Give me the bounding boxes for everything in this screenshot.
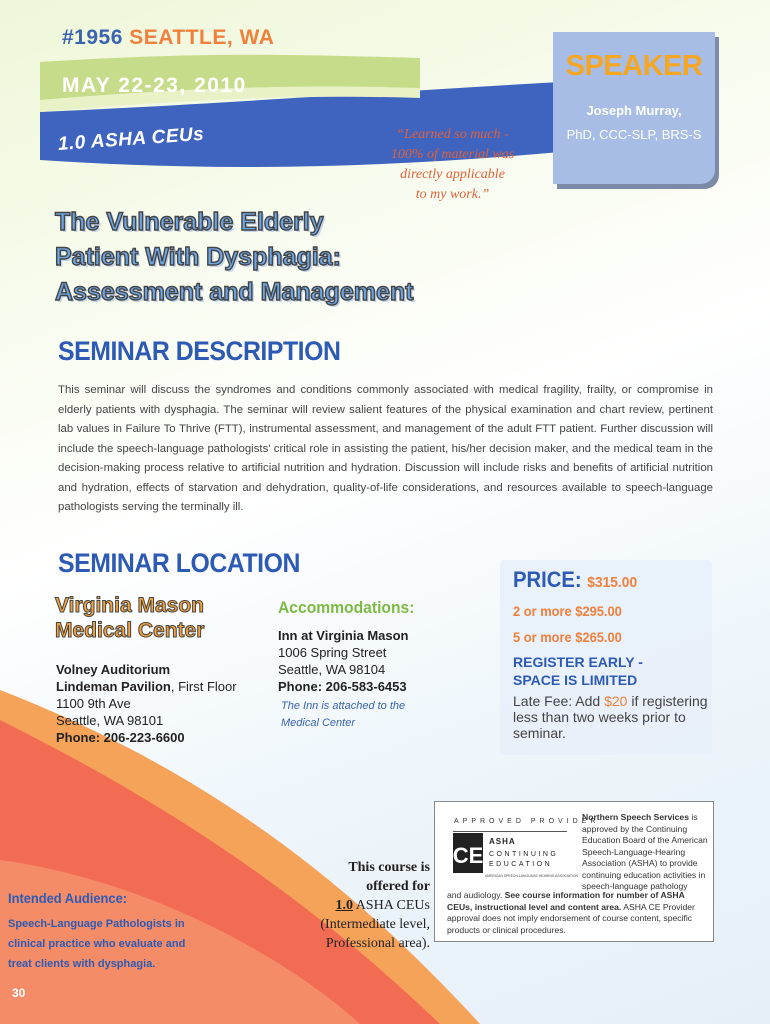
asha-logo-line2: EDUCATION bbox=[489, 861, 553, 868]
asha-bottom-text-2: ASHA CE Provider approval does not imply endorsement of course content, specific products or clinical procedures. bbox=[447, 901, 695, 935]
asha-logo-letters: CE bbox=[452, 843, 484, 868]
venue-pavilion: Lindeman Pavilion bbox=[56, 679, 171, 694]
audience-line: clinical practice who evaluate and bbox=[8, 938, 186, 950]
accommodations-address bbox=[278, 627, 409, 695]
quote-line: directly applicable bbox=[400, 167, 505, 182]
quote-line: “Learned so much - bbox=[396, 127, 509, 142]
seminar-date: MAY 22-23, 2010 bbox=[62, 74, 247, 97]
audience-line: treat clients with dysphagia. bbox=[8, 958, 156, 970]
price-heading bbox=[513, 567, 637, 593]
description-text: This seminar will discuss the syndromes and conditions commonly associated with medical fragility, frailty, or compromise in elderly patients with dysphagia. The seminar will review salient features of the physical examination and chart review, pertinent lab values in Failure To Thrive (FTT), instrumental assessment, and management of the adult FTT patient. Further discussion will include the speech-language pathologists’ critical role in assisting the patient, his/her decision maker, and the medical team in the decision-making process relative to artificial nutrition and hydration. Discussion will include risks and benefits of artificial nutrition and hydration, effects of starvation and dehydration, quality-of-life considerations, and resources available to speech-language pathologists serving the terminally ill. bbox=[58, 384, 713, 513]
asha-logo-footer: AMERICAN SPEECH-LANGUAGE-HEARING ASSOCIATION bbox=[485, 874, 579, 878]
course-line: Professional area). bbox=[325, 936, 430, 951]
asha-disclaimer bbox=[447, 890, 709, 936]
asha-provider-name: Northern Speech Services bbox=[582, 812, 689, 822]
title-line: Patient With Dysphagia: bbox=[55, 243, 341, 271]
quote-line: 100% of material was bbox=[390, 147, 515, 162]
audience-text bbox=[8, 914, 185, 974]
venue-line: Medical Center bbox=[55, 619, 205, 642]
course-line: offered for bbox=[366, 879, 430, 894]
course-ceu-line bbox=[310, 896, 430, 915]
title-line: Assessment and Management bbox=[55, 278, 414, 306]
seminar-city: SEATTLE, WA bbox=[129, 26, 275, 49]
late-fee-amount: $20 bbox=[604, 693, 628, 709]
hotel-city: Seattle, WA 98104 bbox=[278, 662, 386, 677]
hotel-phone: Phone: 206-583-6453 bbox=[278, 679, 407, 694]
asha-logo-line1: CONTINUING bbox=[489, 851, 559, 858]
note-line: Medical Center bbox=[281, 717, 355, 729]
audience-heading: Intended Audience: bbox=[8, 890, 128, 906]
asha-bottom-text-1: and audiology. bbox=[447, 890, 505, 900]
hotel-street: 1006 Spring Street bbox=[278, 645, 387, 660]
accommodations-heading: Accommodations: bbox=[278, 598, 415, 617]
register-early-notice bbox=[513, 653, 643, 689]
price-tier-2: 2 or more $295.00 bbox=[513, 603, 622, 619]
speaker-credentials: PhD, CCC-SLP, BRS-S bbox=[566, 127, 702, 142]
seminar-title bbox=[55, 205, 413, 310]
course-line: (Intermediate level, bbox=[320, 917, 430, 932]
seminar-number: #1956 bbox=[62, 26, 123, 49]
asha-side-text: is approved by the Continuing Education Board of the American Speech-Language-Hearing Association (ASHA) to provide continuing education activities in speech-language pathology bbox=[582, 812, 708, 891]
title-line: The Vulnerable Elderly bbox=[55, 208, 324, 236]
price-tier-5: 5 or more $265.00 bbox=[513, 629, 622, 645]
note-line: The Inn is attached to the bbox=[281, 700, 406, 712]
venue-auditorium: Volney Auditorium bbox=[56, 662, 171, 677]
price-label: PRICE: bbox=[513, 567, 582, 592]
asha-ce-logo bbox=[447, 817, 579, 885]
ceu-banner: 1.0 ASHA CEUs bbox=[57, 123, 205, 155]
speaker-name: Joseph Murray, bbox=[586, 103, 682, 118]
asha-logo-asha: ASHA bbox=[489, 837, 516, 846]
venue-name bbox=[55, 593, 204, 643]
register-line: REGISTER EARLY - bbox=[513, 654, 643, 670]
accommodations-note bbox=[281, 698, 405, 732]
venue-phone: Phone: 206-223-6600 bbox=[56, 730, 185, 745]
location-heading: SEMINAR LOCATION bbox=[58, 548, 300, 578]
venue-street: 1100 9th Ave bbox=[56, 696, 131, 711]
venue-pavilion-line bbox=[56, 678, 237, 695]
quote-line: to my work.” bbox=[415, 187, 490, 202]
price-amount: $315.00 bbox=[587, 574, 638, 591]
course-ceu-value: 1.0 bbox=[335, 898, 353, 913]
hotel-name: Inn at Virginia Mason bbox=[278, 628, 409, 643]
page-number: 30 bbox=[12, 986, 26, 1000]
register-line: SPACE IS LIMITED bbox=[513, 672, 638, 688]
testimonial-quote bbox=[365, 125, 540, 205]
asha-provider-text bbox=[582, 812, 708, 893]
course-offer bbox=[310, 858, 430, 953]
venue-floor: , First Floor bbox=[170, 679, 237, 694]
late-fee-notice bbox=[513, 693, 713, 741]
course-line: This course is bbox=[348, 860, 430, 875]
late-fee-suffix: if registering less than two weeks prior to seminar. bbox=[513, 693, 708, 741]
venue-line: Virginia Mason bbox=[55, 594, 204, 617]
seminar-id-heading bbox=[62, 26, 274, 50]
asha-bottom-bold: See course information for number of ASHA CEUs, instructional level and content area. bbox=[447, 890, 685, 912]
course-ceu-suffix: ASHA CEUs bbox=[352, 898, 430, 913]
audience-line: Speech-Language Pathologists in bbox=[8, 918, 185, 930]
venue-address bbox=[56, 661, 237, 746]
description-heading: SEMINAR DESCRIPTION bbox=[58, 336, 341, 366]
venue-city: Seattle, WA 98101 bbox=[56, 713, 164, 728]
asha-approved-label: APPROVED PROVIDER bbox=[454, 818, 600, 825]
speaker-heading: SPEAKER bbox=[565, 50, 703, 82]
late-fee-prefix: Late Fee: Add bbox=[513, 693, 605, 709]
